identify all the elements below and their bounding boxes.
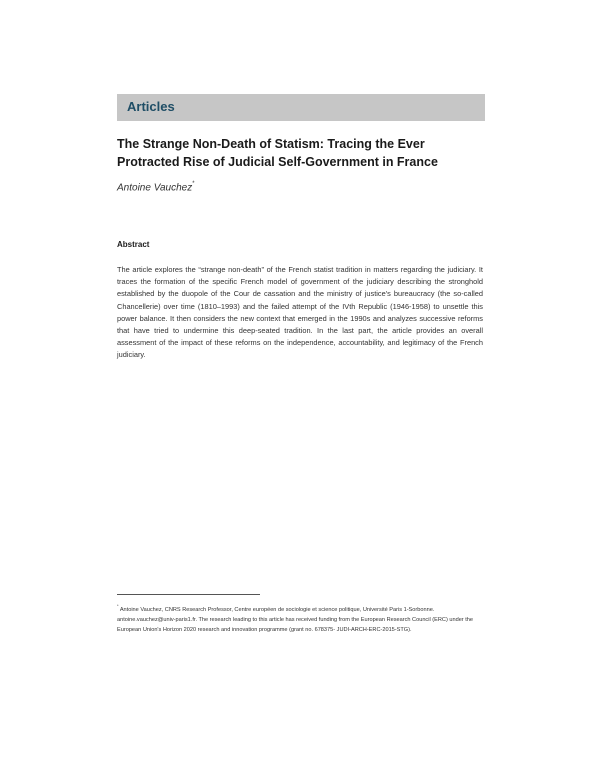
article-title: The Strange Non-Death of Statism: Tracing the Ever Protracted Rise of Judicial Self-Government in France	[117, 137, 438, 169]
author-name: Antoine Vauchez	[117, 182, 193, 194]
footnote	[117, 602, 485, 635]
author-line	[117, 182, 195, 193]
section-header-bar	[117, 94, 485, 121]
footnote-separator	[117, 594, 260, 595]
section-label: Articles	[127, 99, 175, 114]
abstract-body: The article explores the “strange non-death” of the French statist tradition in matters regarding the judiciary. It traces the formation of the specific French model of government of the judiciary describing the stronghold established by the duopole of the Cour de cassation and the ministry of justice's bureaucracy (the so-called Chancellerie) over time (1810–1993) and the failed attempt of the IVth Republic (1946-1958) to unsettle this power balance. It then considers the new context that emerged in the 1990s and analyzes successive reforms that have tried to undermine this deep-seated tradition. In the last part, the article provides an overall assessment of the impact of these reforms on the independence, accountability, and legitimacy of the French judiciary.	[117, 265, 483, 360]
footnote-text: Antoine Vauchez, CNRS Research Professor, Centre européen de sociologie et science politique, Université Paris 1-Sorbonne. antoine.vauchez@univ-paris1.fr. The research leading to this article has received funding from the European Research Council (ERC) under the European Union's Horizon 2020 research and innovation programme (grant no. 678375- JUDI-ARCH-ERC-2015-STG).	[117, 606, 473, 633]
author-footnote-marker: *	[192, 181, 195, 187]
footnote-marker: *	[117, 603, 119, 608]
abstract-heading: Abstract	[117, 240, 150, 249]
